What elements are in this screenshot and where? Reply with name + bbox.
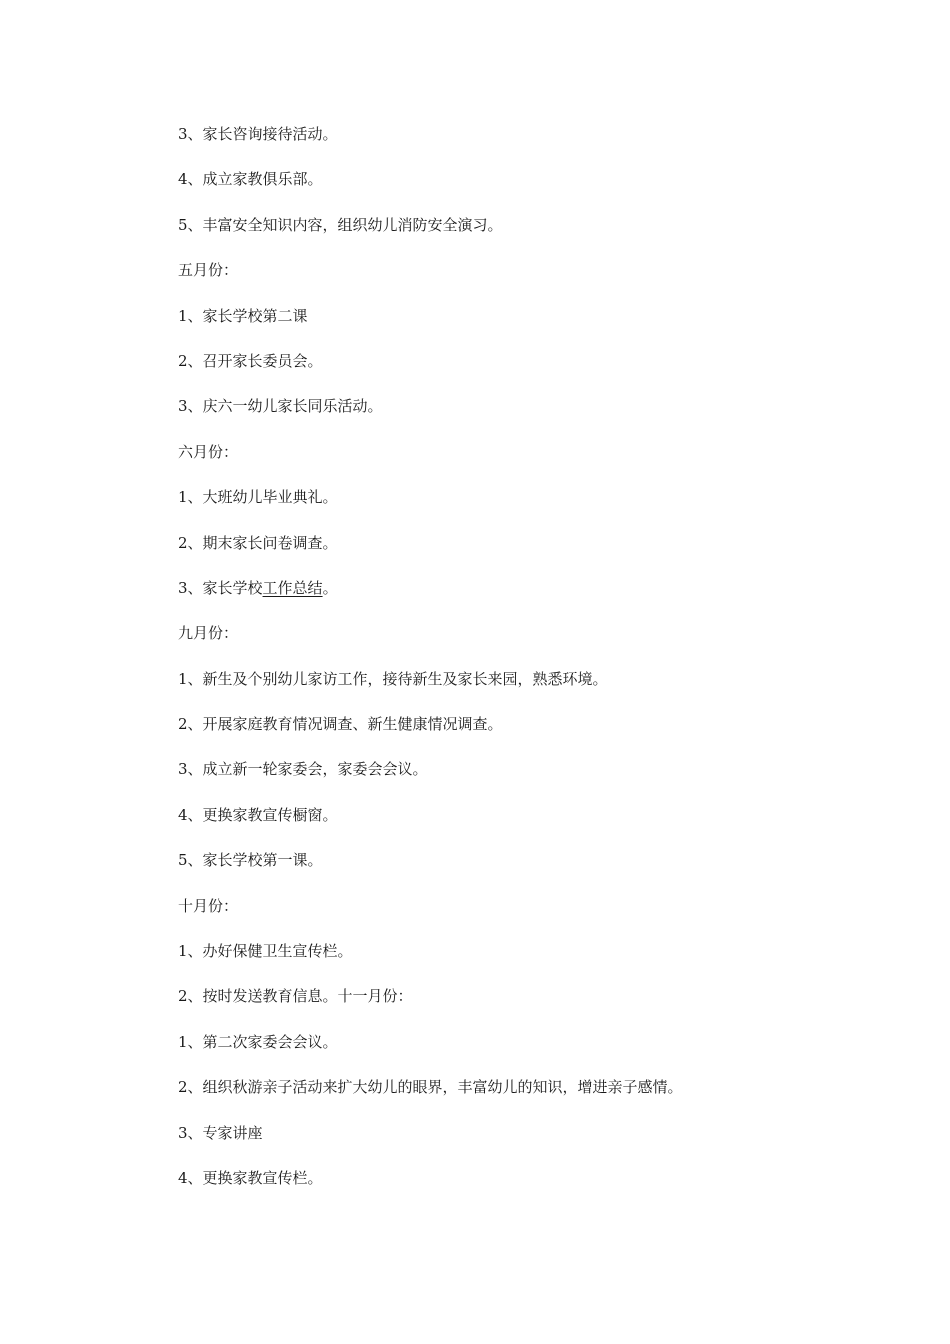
- list-item: 1、办好保健卫生宣传栏。: [178, 942, 353, 961]
- list-item: 1、新生及个别幼儿家访工作，接待新生及家长来园，熟悉环境。: [178, 669, 608, 688]
- list-item: 1、家长学校第二课: [178, 306, 308, 325]
- list-item: [178, 576, 878, 621]
- section-heading-october: 十月份：: [178, 896, 239, 915]
- section-heading-september: 九月份：: [178, 624, 239, 643]
- list-item: 2、按时发送教育信息。十一月份：: [178, 987, 413, 1006]
- list-item-text: 3、家长学校: [178, 578, 263, 597]
- list-item: 4、成立家教俱乐部。: [178, 170, 323, 189]
- list-item: 5、家长学校第一课。: [178, 851, 323, 870]
- list-item: 1、第二次家委会会议。: [178, 1032, 338, 1051]
- list-item: 2、期末家长问卷调查。: [178, 533, 338, 552]
- list-item: 3、庆六一幼儿家长同乐活动。: [178, 397, 383, 416]
- work-summary-link[interactable]: 工作总结: [262, 578, 323, 597]
- section-heading-may: 五月份：: [178, 261, 239, 280]
- document-body: [178, 122, 878, 1211]
- list-item: 3、专家讲座: [178, 1123, 263, 1142]
- list-item: 4、更换家教宣传栏。: [178, 1168, 323, 1187]
- list-item: 1、大班幼儿毕业典礼。: [178, 488, 338, 507]
- list-item: 3、家长咨询接待活动。: [178, 125, 338, 143]
- list-item: 5、丰富安全知识内容，组织幼儿消防安全演习。: [178, 215, 503, 234]
- list-item-text: 。: [322, 578, 338, 597]
- section-heading-june: 六月份：: [178, 442, 239, 461]
- list-item: 4、更换家教宣传橱窗。: [178, 805, 338, 824]
- list-item: 2、开展家庭教育情况调查、新生健康情况调查。: [178, 715, 503, 734]
- list-item: 2、组织秋游亲子活动来扩大幼儿的眼界，丰富幼儿的知识，增进亲子感情。: [178, 1078, 683, 1097]
- list-item: 3、成立新一轮家委会，家委会会议。: [178, 760, 428, 779]
- list-item: 2、召开家长委员会。: [178, 351, 323, 370]
